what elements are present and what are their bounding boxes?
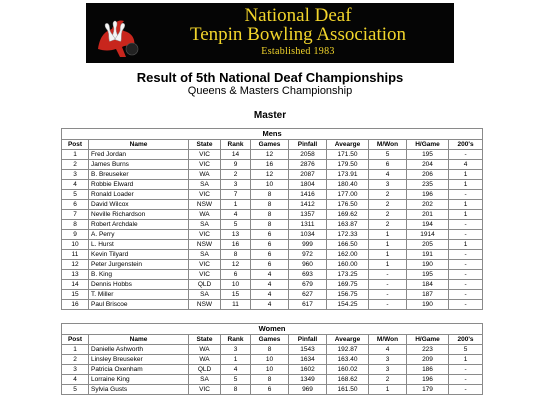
table-cell: 202	[407, 200, 449, 210]
table-row	[62, 355, 483, 365]
table-cell: 8	[221, 385, 251, 395]
table-cell: -	[449, 250, 483, 260]
table-cell: 11	[221, 300, 251, 310]
table-header-row	[62, 140, 483, 150]
table-cell: 192.87	[327, 345, 369, 355]
table-cell: Robbie Elward	[89, 180, 189, 190]
table-cell: 235	[407, 180, 449, 190]
table-cell: 13	[62, 270, 89, 280]
table-cell: 1	[369, 230, 407, 240]
table-cell: 1	[62, 150, 89, 160]
table-cell: 16	[251, 160, 289, 170]
column-header: State	[189, 140, 221, 150]
table-cell: 627	[289, 290, 327, 300]
table-cell: 8	[251, 210, 289, 220]
association-banner	[86, 3, 454, 63]
table-cell: -	[449, 365, 483, 375]
table-cell: 1	[449, 355, 483, 365]
table-cell: 8	[62, 220, 89, 230]
table-cell: WA	[189, 355, 221, 365]
table-row	[62, 260, 483, 270]
table-cell: QLD	[189, 280, 221, 290]
column-header: Post	[62, 140, 89, 150]
table-cell: 11	[62, 250, 89, 260]
table-cell: Linsley Breuseker	[89, 355, 189, 365]
column-header: Post	[62, 335, 89, 345]
table-cell: 8	[251, 375, 289, 385]
table-cell: 8	[251, 345, 289, 355]
table-cell: Fred Jordan	[89, 150, 189, 160]
column-header: State	[189, 335, 221, 345]
table-row	[62, 190, 483, 200]
table-cell: -	[449, 270, 483, 280]
table-cell: 168.62	[327, 375, 369, 385]
table-cell: 1034	[289, 230, 327, 240]
table-row	[62, 290, 483, 300]
table-cell: 190	[407, 260, 449, 270]
table-cell: 10	[221, 280, 251, 290]
table-cell: David Wilcox	[89, 200, 189, 210]
table-cell: 4	[369, 170, 407, 180]
table-cell: 4	[251, 270, 289, 280]
table-cell: -	[369, 280, 407, 290]
table-cell: 2	[369, 200, 407, 210]
table-cell: NSW	[189, 200, 221, 210]
table-cell: 2	[62, 160, 89, 170]
table-row	[62, 280, 483, 290]
table-cell: 201	[407, 210, 449, 220]
table-cell: 1	[221, 355, 251, 365]
table-cell: 176.50	[327, 200, 369, 210]
table-cell: -	[369, 300, 407, 310]
table-cell: 3	[369, 355, 407, 365]
table-cell: 163.87	[327, 220, 369, 230]
table-cell: 8	[251, 200, 289, 210]
table-cell: T. Miller	[89, 290, 189, 300]
table-cell: 10	[251, 180, 289, 190]
table-cell: 186	[407, 365, 449, 375]
table-cell: 3	[221, 180, 251, 190]
table-cell: 1412	[289, 200, 327, 210]
table-cell: SA	[189, 180, 221, 190]
table-cell: NSW	[189, 240, 221, 250]
table-cell: 3	[369, 365, 407, 375]
table-cell: 1	[369, 385, 407, 395]
table-cell: 1	[369, 260, 407, 270]
table-cell: QLD	[189, 365, 221, 375]
table-cell: 2876	[289, 160, 327, 170]
table-cell: B. King	[89, 270, 189, 280]
table-cell: 160.02	[327, 365, 369, 375]
table-cell: Sylvia Gusts	[89, 385, 189, 395]
table-cell: 10	[251, 355, 289, 365]
table-cell: 179.50	[327, 160, 369, 170]
table-cell: WA	[189, 170, 221, 180]
column-header: Pinfall	[289, 140, 327, 150]
banner-line-1: National Deaf	[244, 5, 352, 26]
table-cell: 6	[251, 385, 289, 395]
table-cell: 1	[449, 240, 483, 250]
table-cell: -	[369, 290, 407, 300]
table-cell: VIC	[189, 190, 221, 200]
table-cell: Ronald Loader	[89, 190, 189, 200]
table-cell: 4	[62, 180, 89, 190]
table-row	[62, 220, 483, 230]
table-cell: 2	[62, 355, 89, 365]
column-header: Avearge	[327, 335, 369, 345]
banner-line-3: Established 1983	[261, 46, 335, 57]
column-header: 200's	[449, 335, 483, 345]
table-cell: A. Perry	[89, 230, 189, 240]
table-cell: 9	[221, 160, 251, 170]
mens-results-table	[61, 128, 483, 310]
table-row	[62, 160, 483, 170]
column-header: M/Won	[369, 335, 407, 345]
table-row	[62, 365, 483, 375]
table-cell: 166.50	[327, 240, 369, 250]
table-cell: 3	[369, 180, 407, 190]
table-cell: 1357	[289, 210, 327, 220]
table-cell: -	[449, 385, 483, 395]
table-row	[62, 385, 483, 395]
table-cell: 617	[289, 300, 327, 310]
table-cell: 4	[251, 290, 289, 300]
table-cell: 177.00	[327, 190, 369, 200]
table-cell: 2	[221, 170, 251, 180]
table-cell: VIC	[189, 230, 221, 240]
table-cell: 4	[449, 160, 483, 170]
table-cell: 693	[289, 270, 327, 280]
table-cell: 1	[369, 250, 407, 260]
table-cell: 172.33	[327, 230, 369, 240]
table-cell: -	[449, 300, 483, 310]
table-cell: 173.25	[327, 270, 369, 280]
table-cell: 5	[62, 385, 89, 395]
table-cell: 161.50	[327, 385, 369, 395]
table-cell: 180.40	[327, 180, 369, 190]
table-cell: 190	[407, 300, 449, 310]
table-cell: 14	[62, 280, 89, 290]
table-cell: 1416	[289, 190, 327, 200]
table-cell: 6	[251, 230, 289, 240]
table-cell: 6	[251, 240, 289, 250]
table-cell: 196	[407, 190, 449, 200]
table-cell: 1	[449, 210, 483, 220]
table-cell: Kevin Tilyard	[89, 250, 189, 260]
table-cell: -	[369, 270, 407, 280]
table-cell: 6	[221, 270, 251, 280]
table-cell: 4	[251, 280, 289, 290]
table-cell: 154.25	[327, 300, 369, 310]
table-cell: Danielle Ashworth	[89, 345, 189, 355]
table-cell: 16	[62, 300, 89, 310]
table-cell: 1	[449, 170, 483, 180]
table-cell: SA	[189, 290, 221, 300]
table-cell: 195	[407, 150, 449, 160]
column-header: M/Won	[369, 140, 407, 150]
table-row	[62, 250, 483, 260]
table-cell: 3	[62, 170, 89, 180]
table-row	[62, 345, 483, 355]
table-cell: WA	[189, 345, 221, 355]
table-cell: 1	[369, 240, 407, 250]
table-cell: 4	[251, 300, 289, 310]
table-cell: 6	[369, 160, 407, 170]
table-cell: -	[449, 190, 483, 200]
table-cell: 205	[407, 240, 449, 250]
table-cell: Patricia Oxenham	[89, 365, 189, 375]
table-cell: SA	[189, 220, 221, 230]
table-cell: 972	[289, 250, 327, 260]
banner-line-2: Tenpin Bowling Association	[189, 24, 407, 45]
table-header-row	[62, 335, 483, 345]
table-cell: 960	[289, 260, 327, 270]
table-cell: 12	[251, 150, 289, 160]
column-header: Games	[251, 140, 289, 150]
table-cell: -	[449, 150, 483, 160]
column-header: Name	[89, 335, 189, 345]
table-cell: 1	[221, 200, 251, 210]
table-row	[62, 150, 483, 160]
table-cell: 8	[251, 220, 289, 230]
table-cell: 15	[221, 290, 251, 300]
page-subtitle: Queens & Masters Championship	[187, 85, 353, 97]
column-header: Rank	[221, 335, 251, 345]
table-cell: -	[449, 290, 483, 300]
table-cell: James Burns	[89, 160, 189, 170]
table-cell: 1	[449, 180, 483, 190]
page-title: Result of 5th National Deaf Championships	[136, 70, 404, 85]
table-cell: SA	[189, 375, 221, 385]
table-cell: 2	[369, 190, 407, 200]
table-row	[62, 180, 483, 190]
table-caption: Women	[62, 324, 483, 335]
table-cell: 169.62	[327, 210, 369, 220]
table-cell: 1543	[289, 345, 327, 355]
table-row	[62, 240, 483, 250]
table-cell: VIC	[189, 150, 221, 160]
table-cell: 187	[407, 290, 449, 300]
table-cell: 15	[62, 290, 89, 300]
table-cell: 223	[407, 345, 449, 355]
table-cell: 2058	[289, 150, 327, 160]
table-cell: 1349	[289, 375, 327, 385]
table-cell: 160.00	[327, 260, 369, 270]
table-cell: 13	[221, 230, 251, 240]
table-cell: 7	[62, 210, 89, 220]
column-header: H/Game	[407, 335, 449, 345]
table-cell: -	[449, 230, 483, 240]
table-row	[62, 210, 483, 220]
column-header: Games	[251, 335, 289, 345]
table-cell: 12	[221, 260, 251, 270]
table-cell: 12	[62, 260, 89, 270]
table-cell: Robert Archdale	[89, 220, 189, 230]
table-cell: 156.75	[327, 290, 369, 300]
table-cell: -	[449, 375, 483, 385]
table-cell: 163.40	[327, 355, 369, 365]
table-cell: Dennis Hobbs	[89, 280, 189, 290]
table-cell: 14	[221, 150, 251, 160]
table-cell: SA	[189, 250, 221, 260]
table-cell: 7	[221, 190, 251, 200]
table-cell: 3	[62, 365, 89, 375]
table-cell: 4	[221, 365, 251, 375]
table-cell: WA	[189, 210, 221, 220]
bowling-pins-kangaroo-logo-icon	[90, 5, 146, 61]
table-cell: VIC	[189, 160, 221, 170]
table-cell: 196	[407, 375, 449, 385]
table-cell: 969	[289, 385, 327, 395]
column-header: Avearge	[327, 140, 369, 150]
table-cell: VIC	[189, 385, 221, 395]
women-results-table	[61, 323, 483, 395]
table-cell: Paul Briscoe	[89, 300, 189, 310]
table-cell: -	[449, 260, 483, 270]
table-cell: B. Breuseker	[89, 170, 189, 180]
table-cell: 1602	[289, 365, 327, 375]
table-cell: 999	[289, 240, 327, 250]
table-cell: -	[449, 280, 483, 290]
table-cell: 10	[62, 240, 89, 250]
table-cell: 209	[407, 355, 449, 365]
table-cell: 1804	[289, 180, 327, 190]
table-cell: 8	[221, 250, 251, 260]
table-cell: 195	[407, 270, 449, 280]
table-cell: Lorraine King	[89, 375, 189, 385]
table-cell: 206	[407, 170, 449, 180]
table-cell: 171.50	[327, 150, 369, 160]
table-cell: 6	[251, 260, 289, 270]
table-cell: NSW	[189, 300, 221, 310]
table-cell: 2087	[289, 170, 327, 180]
table-cell: 12	[251, 170, 289, 180]
table-row	[62, 170, 483, 180]
table-cell: 2	[369, 375, 407, 385]
table-cell: 169.75	[327, 280, 369, 290]
table-cell: 5	[369, 150, 407, 160]
table-cell: VIC	[189, 260, 221, 270]
table-cell: 3	[221, 345, 251, 355]
table-cell: 2	[369, 220, 407, 230]
table-cell: -	[449, 220, 483, 230]
table-row	[62, 300, 483, 310]
column-header: 200's	[449, 140, 483, 150]
table-cell: 4	[221, 210, 251, 220]
table-cell: 191	[407, 250, 449, 260]
section-heading: Master	[253, 110, 287, 121]
table-cell: 2	[369, 210, 407, 220]
table-cell: 179	[407, 385, 449, 395]
column-header: Pinfall	[289, 335, 327, 345]
table-row	[62, 230, 483, 240]
table-cell: 1634	[289, 355, 327, 365]
table-cell: VIC	[189, 270, 221, 280]
column-header: Rank	[221, 140, 251, 150]
table-cell: 184	[407, 280, 449, 290]
table-cell: 1	[449, 200, 483, 210]
table-cell: 1914	[407, 230, 449, 240]
table-cell: 1	[62, 345, 89, 355]
table-cell: 4	[62, 375, 89, 385]
table-cell: 4	[369, 345, 407, 355]
table-cell: 162.00	[327, 250, 369, 260]
table-cell: 6	[251, 250, 289, 260]
table-cell: 173.91	[327, 170, 369, 180]
column-header: Name	[89, 140, 189, 150]
table-cell: Peter Jurgenstein	[89, 260, 189, 270]
table-row	[62, 270, 483, 280]
table-cell: 10	[251, 365, 289, 375]
table-row	[62, 200, 483, 210]
table-cell: 5	[221, 375, 251, 385]
table-cell: 8	[251, 190, 289, 200]
table-cell: 5	[62, 190, 89, 200]
table-cell: 9	[62, 230, 89, 240]
table-cell: 5	[221, 220, 251, 230]
table-cell: L. Hurst	[89, 240, 189, 250]
table-cell: 204	[407, 160, 449, 170]
table-caption: Mens	[62, 129, 483, 140]
table-cell: Neville Richardson	[89, 210, 189, 220]
column-header: H/Game	[407, 140, 449, 150]
table-cell: 16	[221, 240, 251, 250]
table-cell: 1311	[289, 220, 327, 230]
table-cell: 194	[407, 220, 449, 230]
table-cell: 5	[449, 345, 483, 355]
table-cell: 679	[289, 280, 327, 290]
table-row	[62, 375, 483, 385]
table-cell: 6	[62, 200, 89, 210]
